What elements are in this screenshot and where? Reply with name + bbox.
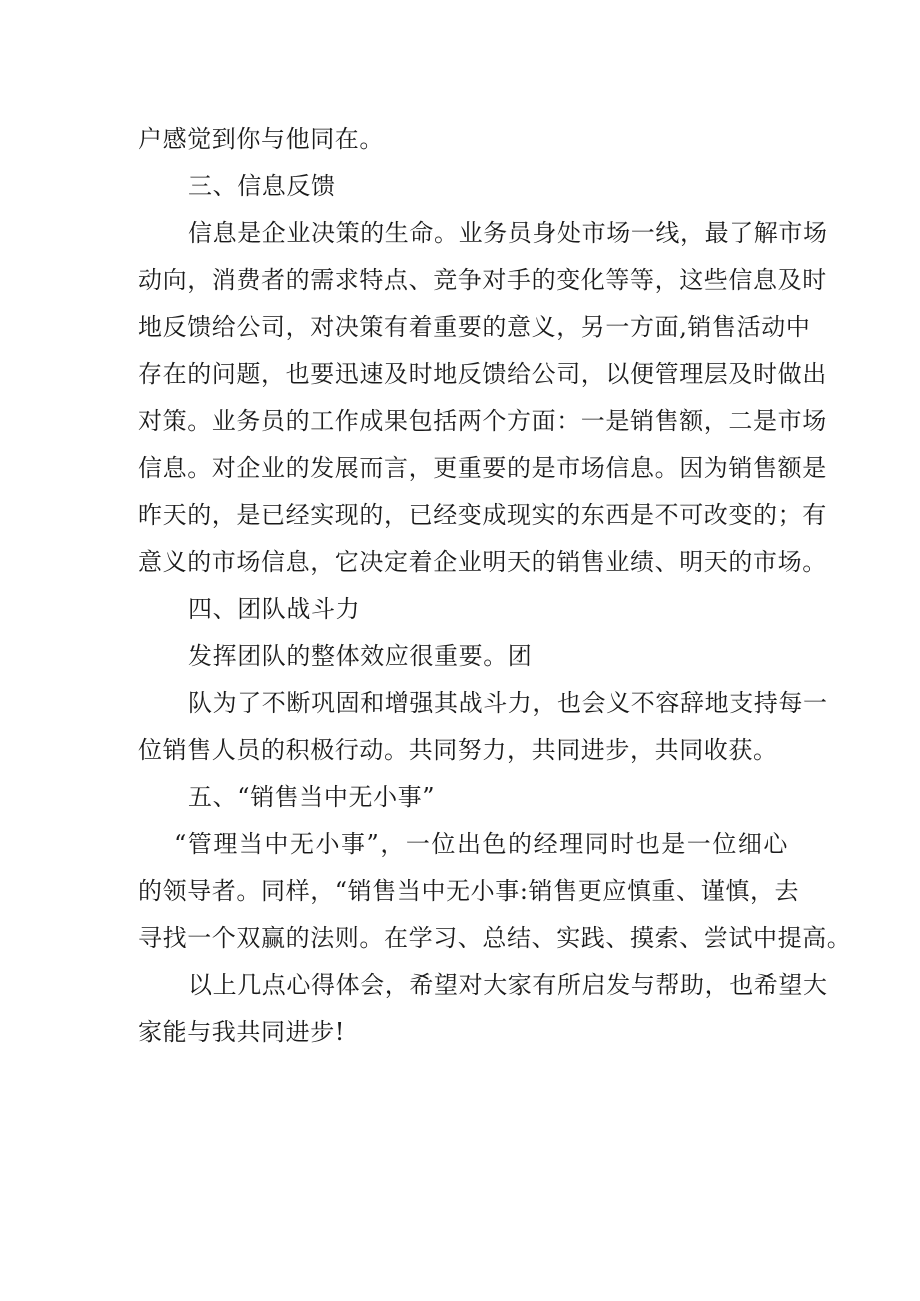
paragraph-line: 寻找一个双赢的法则。在学习、总结、实践、摸索、尝试中提高。 [138, 924, 852, 952]
paragraph-line: 户感觉到你与他同在。 [138, 125, 384, 153]
paragraph-line: 对策。业务员的工作成果包括两个方面：一是销售额，二是市场 [138, 407, 827, 435]
paragraph-line: 昨天的，是已经实现的，已经变成现实的东西是不可改变的；有 [138, 501, 827, 529]
paragraph-line: 信息是企业决策的生命。业务员身处市场一线，最了解市场 [188, 219, 828, 247]
paragraph-line: 位销售人员的积极行动。共同努力，共同进步，共同收获。 [138, 736, 778, 764]
paragraph-line: 以上几点心得体会，希望对大家有所启发与帮助，也希望大 [188, 971, 828, 999]
paragraph-line: 信息。对企业的发展而言，更重要的是市场信息。因为销售额是 [138, 454, 827, 482]
paragraph-line: 的领导者。同样，“销售当中无小事:销售更应慎重、谨慎，去 [138, 877, 800, 905]
paragraph-line: 地反馈给公司，对决策有着重要的意义，另一方面,销售活动中 [138, 313, 811, 341]
section-heading-no-small-matters: 五、“销售当中无小事” [188, 783, 436, 811]
paragraph-line: 动向，消费者的需求特点、竞争对手的变化等等，这些信息及时 [138, 266, 827, 294]
paragraph-line: “管理当中无小事”，一位出色的经理同时也是一位细心 [174, 830, 788, 858]
section-heading-team-strength: 四、团队战斗力 [188, 595, 361, 623]
paragraph-line: 家能与我共同进步! [138, 1018, 346, 1046]
paragraph-line: 意义的市场信息，它决定着企业明天的销售业绩、明天的市场。 [138, 548, 827, 576]
paragraph-line: 存在的问题，也要迅速及时地反馈给公司，以便管理层及时做出 [138, 360, 827, 388]
section-heading-info-feedback: 三、信息反馈 [188, 172, 336, 200]
paragraph-line: 发挥团队的整体效应很重要。团 [188, 642, 533, 670]
paragraph-line: 队为了不断巩固和增强其战斗力，也会义不容辞地支持每一 [188, 689, 828, 717]
document-page [138, 116, 852, 1056]
